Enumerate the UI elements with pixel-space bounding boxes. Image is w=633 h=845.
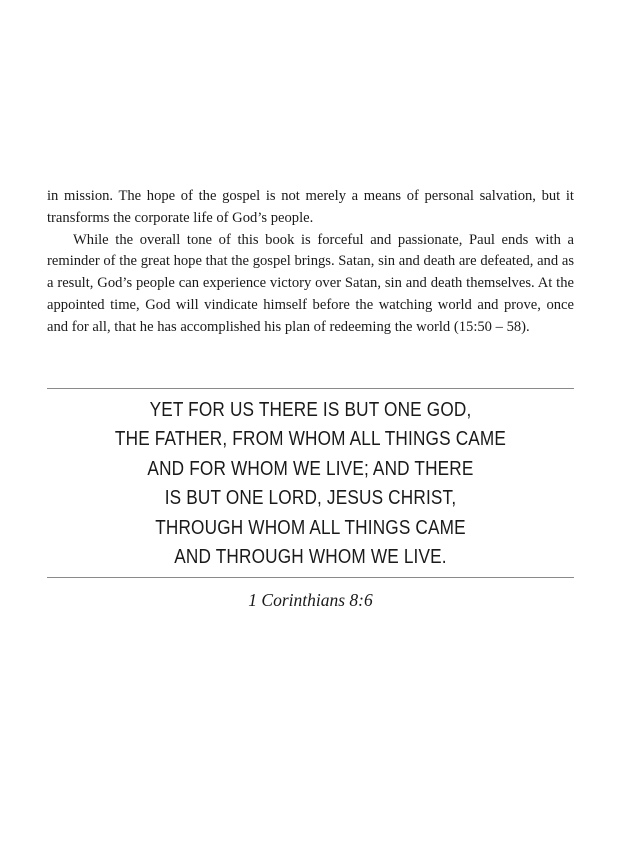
body-text [47,186,574,339]
pull-quote-line: THE FATHER, FROM WHOM ALL THINGS CAME [114,428,507,451]
pull-quote-line: AND THROUGH WHOM WE LIVE. [174,546,447,569]
paragraph-continuation: in mission. The hope of the gospel is not merely a means of personal salvation, but it transforms the corporate life of God’s people. [47,188,574,226]
pull-quote-bottom-rule [47,577,574,578]
pull-quote-line: THROUGH WHOM ALL THINGS CAME [155,516,466,539]
scripture-citation: 1 Corinthians 8:6 [248,590,373,610]
paragraph-conclusion: While the overall tone of this book is forceful and passionate, Paul ends with a reminder of the great hope that the gospel brings. Satan, sin and death are defeated, and as a result, God’s people can experience victory over Satan, sin and death themselves. At the appointed time, God will vindicate himself before the watching world and prove, once and for all, that he has accomplished his plan of redeeming the world (15:50 – 58). [47,231,574,335]
pull-quote [84,396,537,572]
pull-quote-line: IS BUT ONE LORD, JESUS CHRIST, [164,487,457,510]
pull-quote-line: AND FOR WHOM WE LIVE; AND THERE [147,457,474,480]
pull-quote-line: YET FOR US THERE IS BUT ONE GOD, [149,399,472,421]
pull-quote-top-rule [47,388,574,389]
